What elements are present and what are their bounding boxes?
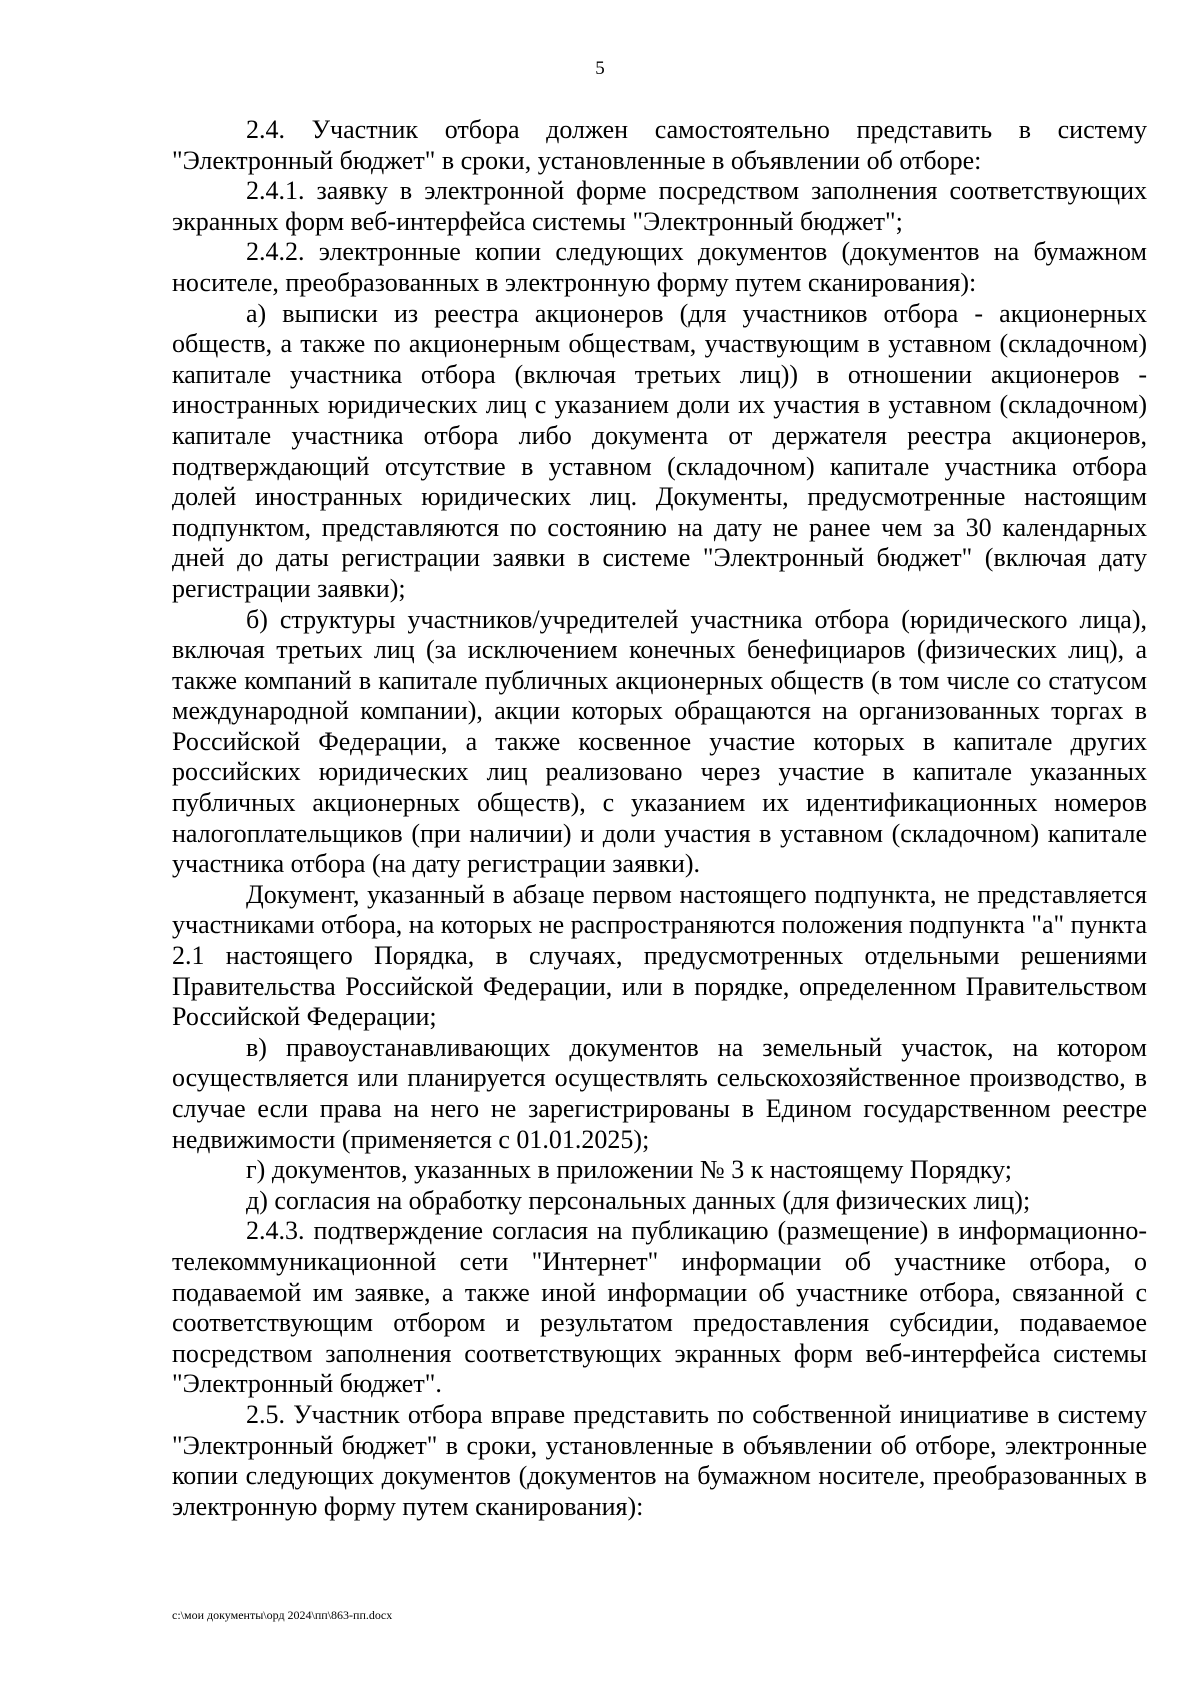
- paragraph-item-a: а) выписки из реестра акционеров (для участников отбора - акционерных обществ, а также по акционерным обществам, участвующим в уставном (складочном) капитале участника отбора (включая третьих лиц)) в отношении акционеров - иностранных юридических лиц с указанием доли их участия в уставном (складочном) капитале участника отбора либо документа от держателя реестра акционеров, подтверждающий отсутствие в уставном (складочном) капитале участника отбора долей иностранных юридических лиц. Документы, предусмотренные настоящим подпунктом, представляются по состоянию на дату не ранее чем за 30 календарных дней до даты регистрации заявки в системе "Электронный бюджет" (включая дату регистрации заявки);: [172, 298, 1147, 603]
- paragraph-item-v: в) правоустанавливающих документов на земельный участок, на котором осуществляется или планируется осуществлять сельскохозяйственное производство, в случае если права на него не зарегистрированы в Едином государственном реестре недвижимости (применяется с 01.01.2025);: [172, 1032, 1147, 1154]
- page-number: 5: [595, 58, 605, 79]
- footer-file-path: c:\мои документы\орд 2024\пп\863-пп.docx: [172, 1608, 393, 1622]
- paragraph-document-note: Документ, указанный в абзаце первом настоящего подпункта, не представляется участниками отбора, на которых не распространяются положения подпункта "а" пункта 2.1 настоящего Порядка, в случаях, предусмотренных отдельными решениями Правительства Российской Федерации, или в порядке, определенном Правительством Российской Федерации;: [172, 879, 1147, 1032]
- paragraph-item-b: б) структуры участников/учредителей участника отбора (юридического лица), включая третьих лиц (за исключением конечных бенефициаров (физических лиц), а также компаний в капитале публичных акционерных обществ (в том числе со статусом международной компании), акции которых обращаются на организованных торгах в Российской Федерации, а также косвенное участие которых в капитале других российских юридических лиц реализовано через участие в капитале указанных публичных акционерных обществ), с указанием их идентификационных номеров налогоплательщиков (при наличии) и доли участия в уставном (складочном) капитале участника отбора (на дату регистрации заявки).: [172, 604, 1147, 879]
- paragraph-item-g: г) документов, указанных в приложении № 3 к настоящему Порядку;: [246, 1155, 1012, 1185]
- paragraph-item-d: д) согласия на обработку персональных данных (для физических лиц);: [246, 1185, 1031, 1215]
- document-body: [172, 115, 1147, 1522]
- paragraph-2-4: 2.4. Участник отбора должен самостоятельно представить в систему "Электронный бюджет" в сроки, установленные в объявлении об отборе:: [172, 115, 1147, 175]
- paragraph-2-4-1: 2.4.1. заявку в электронной форме посредством заполнения соответствующих экранных форм веб-интерфейса системы "Электронный бюджет";: [172, 176, 1147, 236]
- paragraph-2-4-2: 2.4.2. электронные копии следующих документов (документов на бумажном носителе, преобразованных в электронную форму путем сканирования):: [172, 237, 1147, 297]
- paragraph-2-4-3: 2.4.3. подтверждение согласия на публикацию (размещение) в информационно-телекоммуникационной сети "Интернет" информации об участнике отбора, о подаваемой им заявке, а также иной информации об участнике отбора, связанной с соответствующим отбором и результатом предоставления субсидии, подаваемое посредством заполнения соответствующих экранных форм веб-интерфейса системы "Электронный бюджет".: [172, 1216, 1147, 1399]
- paragraph-2-5: 2.5. Участник отбора вправе представить по собственной инициативе в систему "Электронный бюджет" в сроки, установленные в объявлении об отборе, электронные копии следующих документов (документов на бумажном носителе, преобразованных в электронную форму путем сканирования):: [172, 1399, 1147, 1521]
